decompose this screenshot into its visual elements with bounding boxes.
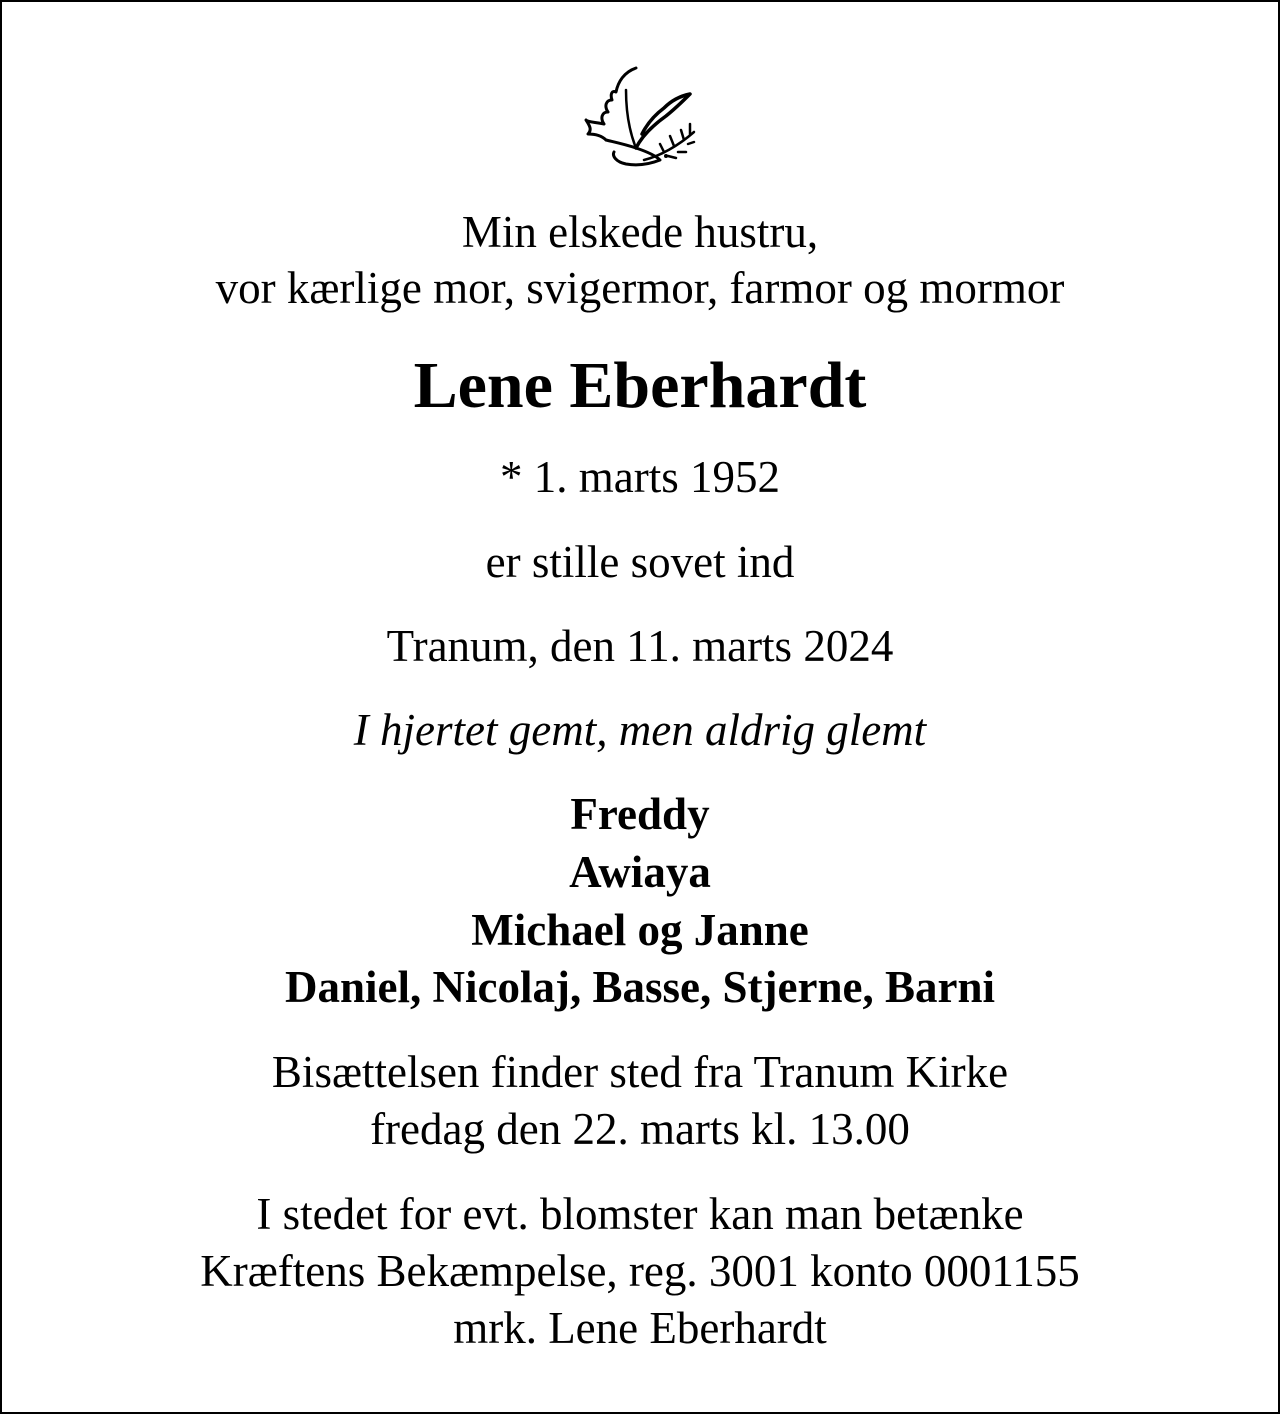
birth-date: * 1. marts 1952 [500,452,780,502]
dove-icon [580,60,704,176]
passed-text: er stille sovet ind [485,537,795,587]
funeral-line: Bisættelsen finder sted fra Tranum Kirke [271,1047,1009,1097]
donation-line: mrk. Lene Eberhardt [453,1303,827,1353]
place-date: Tranum, den 11. marts 2024 [386,621,894,671]
mourner: Freddy [570,789,710,839]
donation-line: Kræftens Bekæmpelse, reg. 3001 konto 0001155 [200,1246,1080,1296]
mourner: Awiaya [569,847,711,897]
funeral-line: fredag den 22. marts kl. 13.00 [370,1104,910,1154]
deceased-name: Lene Eberhardt [413,349,867,422]
motto: I hjertet gemt, men aldrig glemt [353,705,927,755]
intro-line: vor kærlige mor, svigermor, farmor og mormor [215,263,1065,313]
intro-line: Min elskede hustru, [461,207,819,257]
mourner: Daniel, Nicolaj, Basse, Stjerne, Barni [285,962,995,1012]
mourner: Michael og Janne [471,905,809,955]
donation-line: I stedet for evt. blomster kan man betænke [256,1189,1024,1239]
